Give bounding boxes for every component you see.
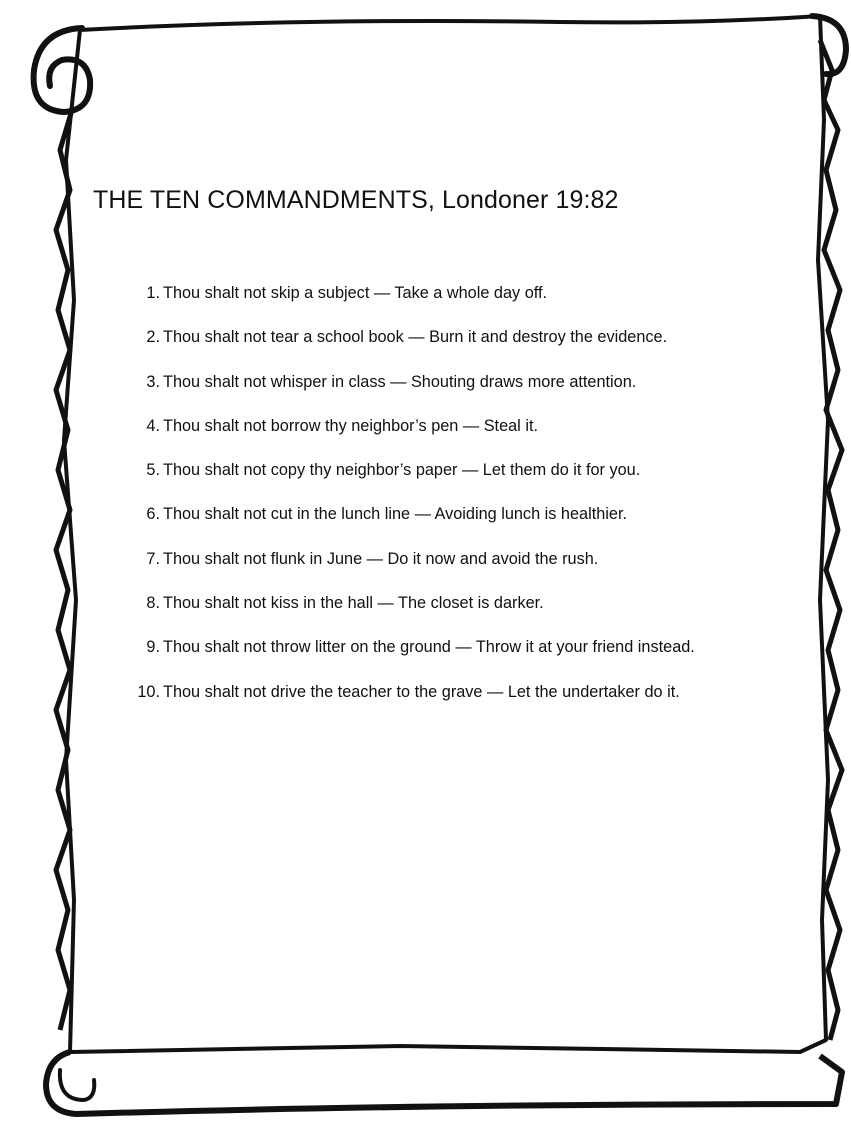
item-number: 2. — [146, 328, 160, 347]
bottom-roll-inner — [60, 1070, 94, 1100]
list-item — [120, 324, 820, 368]
list-item — [120, 369, 820, 413]
item-text: Thou shalt not cut in the lunch line — Avoiding lunch is healthier. — [163, 505, 628, 524]
list-item — [120, 457, 820, 501]
list-item — [120, 679, 820, 723]
item-number: 10. — [137, 682, 160, 701]
list-item — [120, 590, 820, 634]
list-item — [120, 634, 820, 678]
item-number: 6. — [146, 505, 160, 524]
item-number: 9. — [146, 638, 160, 657]
list-item — [120, 280, 820, 324]
item-text: Thou shalt not drive the teacher to the grave — Let the undertaker do it. — [163, 682, 680, 701]
list-item — [120, 501, 820, 545]
commandments-list — [120, 280, 820, 723]
item-text: Thou shalt not borrow thy neighbor’s pen — Steal it. — [163, 416, 538, 435]
item-number: 3. — [146, 372, 160, 391]
item-number: 8. — [146, 594, 160, 613]
item-text: Thou shalt not tear a school book — Burn it and destroy the evidence. — [163, 328, 668, 347]
item-text: Thou shalt not copy thy neighbor’s paper — Let them do it for you. — [163, 461, 641, 480]
top-left-curl — [34, 28, 91, 112]
list-item — [120, 413, 820, 457]
list-item — [120, 546, 820, 590]
bottom-roll — [46, 1052, 842, 1114]
item-text: Thou shalt not skip a subject — Take a whole day off. — [163, 284, 548, 302]
item-text: Thou shalt not throw litter on the ground — Throw it at your friend instead. — [163, 638, 695, 657]
item-number: 4. — [146, 416, 160, 435]
item-number: 7. — [146, 549, 160, 568]
page-title: THE TEN COMMANDMENTS, Londoner 19:82 — [93, 186, 619, 214]
item-text: Thou shalt not whisper in class — Shouting draws more attention. — [163, 372, 637, 391]
item-number: 1. — [146, 284, 160, 302]
item-number: 5. — [146, 461, 160, 480]
item-text: Thou shalt not flunk in June — Do it now and avoid the rush. — [163, 549, 599, 568]
item-text: Thou shalt not kiss in the hall — The closet is darker. — [163, 594, 544, 613]
